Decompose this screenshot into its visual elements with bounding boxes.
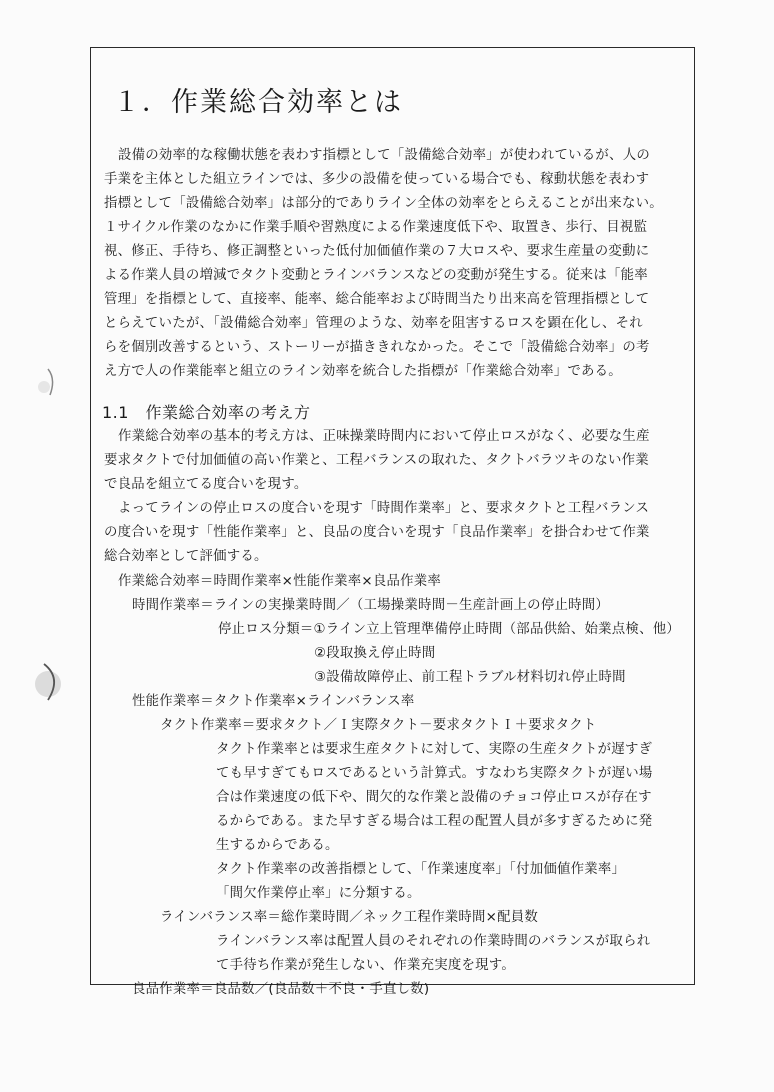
takt-description-line: ても早すぎてもロスであるという計算式。すなわち実際タクトが遅い場	[216, 766, 653, 781]
intro-line: らを個別改善するという、ストーリーが描ききれなかった。そこで「設備総合効率」の考	[104, 340, 650, 355]
takt-description-line: 生するからである。	[216, 838, 339, 853]
formula-takt: タクト作業率＝要求タクト／Ｉ実際タクト－要求タクトＩ＋要求タクト	[160, 718, 597, 733]
stop-loss-item-1: 停止ロス分類＝①ライン立上管理準備停止時間（部品供給、始業点検、他）	[218, 622, 680, 637]
intro-line: よる作業人員の増減でタクト変動とラインバランスなどの変動が発生する。従来は「能率	[104, 268, 648, 283]
line-balance-description-line: ラインバランス率は配置人員のそれぞれの作業時間のバランスが取られ	[216, 934, 651, 949]
takt-improve-line: タクト作業率の改善指標として、「作業速度率」「付加価値作業率」	[216, 862, 626, 877]
intro-line: 手業を主体とした組立ラインでは、多少の設備を使っている場合でも、稼動状態を表わす	[104, 172, 650, 187]
intro-line: 視、修正、手待ち、修正調整といった低付加価値作業の７大ロスや、要求生産量の変動に	[104, 244, 650, 259]
intro-line: え方で人の作業能率と組立のライン効率を統合した指標が「作業総合効率」である。	[104, 364, 622, 379]
formula-line-balance: ラインバランス率＝総作業時間／ネック工程作業時間×配員数	[160, 910, 539, 925]
intro-line: 設備の効率的な稼働状態を表わす指標として「設備総合効率」が使われているが、人の	[118, 148, 650, 163]
section-heading: 1.1 作業総合効率の考え方	[102, 403, 311, 422]
formula-performance: 性能作業率＝タクト作業率×ラインバランス率	[132, 694, 415, 709]
section-paragraph-line: 作業総合効率の基本的考え方は、正味操業時間内において停止ロスがなく、必要な生産	[118, 429, 650, 444]
section-paragraph-line: 総合効率として評価する。	[104, 549, 268, 564]
formula-quality: 良品作業率＝良品数／(良品数＋不良・手直し数)	[132, 982, 430, 997]
section-paragraph-line: よってラインの停止ロスの度合いを現す「時間作業率」と、要求タクトと工程バランス	[118, 501, 650, 516]
binder-hole-mark	[28, 660, 68, 705]
section-paragraph-line: の度合いを現す「性能作業率」と、良品の度合いを現す「良品作業率」を掛合わせて作業	[104, 525, 650, 540]
intro-line: 指標として「設備総合効率」は部分的でありライン全体の効率をとらえることが出来ない。	[104, 196, 663, 211]
intro-line: 管理」を指標として、直接率、能率、総合能率および時間当たり出来高を管理指標として	[104, 292, 650, 307]
section-paragraph-line: で良品を組立てる度合いを現す。	[104, 477, 308, 492]
takt-improve-line: 「間欠作業停止率」に分類する。	[216, 886, 421, 901]
section-paragraph-line: 要求タクトで付加価値の高い作業と、工程バランスの取れた、タクトバラツキのない作業	[104, 453, 649, 468]
formula-time: 時間作業率＝ラインの実操業時間／（工場操業時間－生産計画上の停止時間）	[132, 598, 610, 613]
takt-description-line: タクト作業率とは要求生産タクトに対して、実際の生産タクトが遅すぎ	[216, 742, 653, 757]
formula-total: 作業総合効率＝時間作業率×性能作業率×良品作業率	[118, 574, 442, 589]
line-balance-description-line: て手待ち作業が発生しない、作業充実度を現す。	[216, 958, 516, 973]
binder-hole-mark	[30, 365, 70, 405]
stop-loss-item-3: ③設備故障停止、前工程トラブル材料切れ停止時間	[314, 670, 626, 685]
page-title: １．作業総合効率とは	[113, 87, 403, 118]
intro-line: とらえていたが、「設備総合効率」管理のような、効率を阻害するロスを顕在化し、それ	[104, 316, 643, 331]
takt-description-line: るからである。また早すぎる場合は工程の配置人員が多すぎるために発	[216, 814, 653, 829]
stop-loss-item-2: ②段取換え停止時間	[314, 646, 436, 661]
takt-description-line: 合は作業速度の低下や、間欠的な作業と設備のチョコ停止ロスが存在す	[216, 790, 652, 805]
intro-line: １サイクル作業のなかに作業手順や習熟度による作業速度低下や、取置き、歩行、目視監	[104, 220, 648, 235]
